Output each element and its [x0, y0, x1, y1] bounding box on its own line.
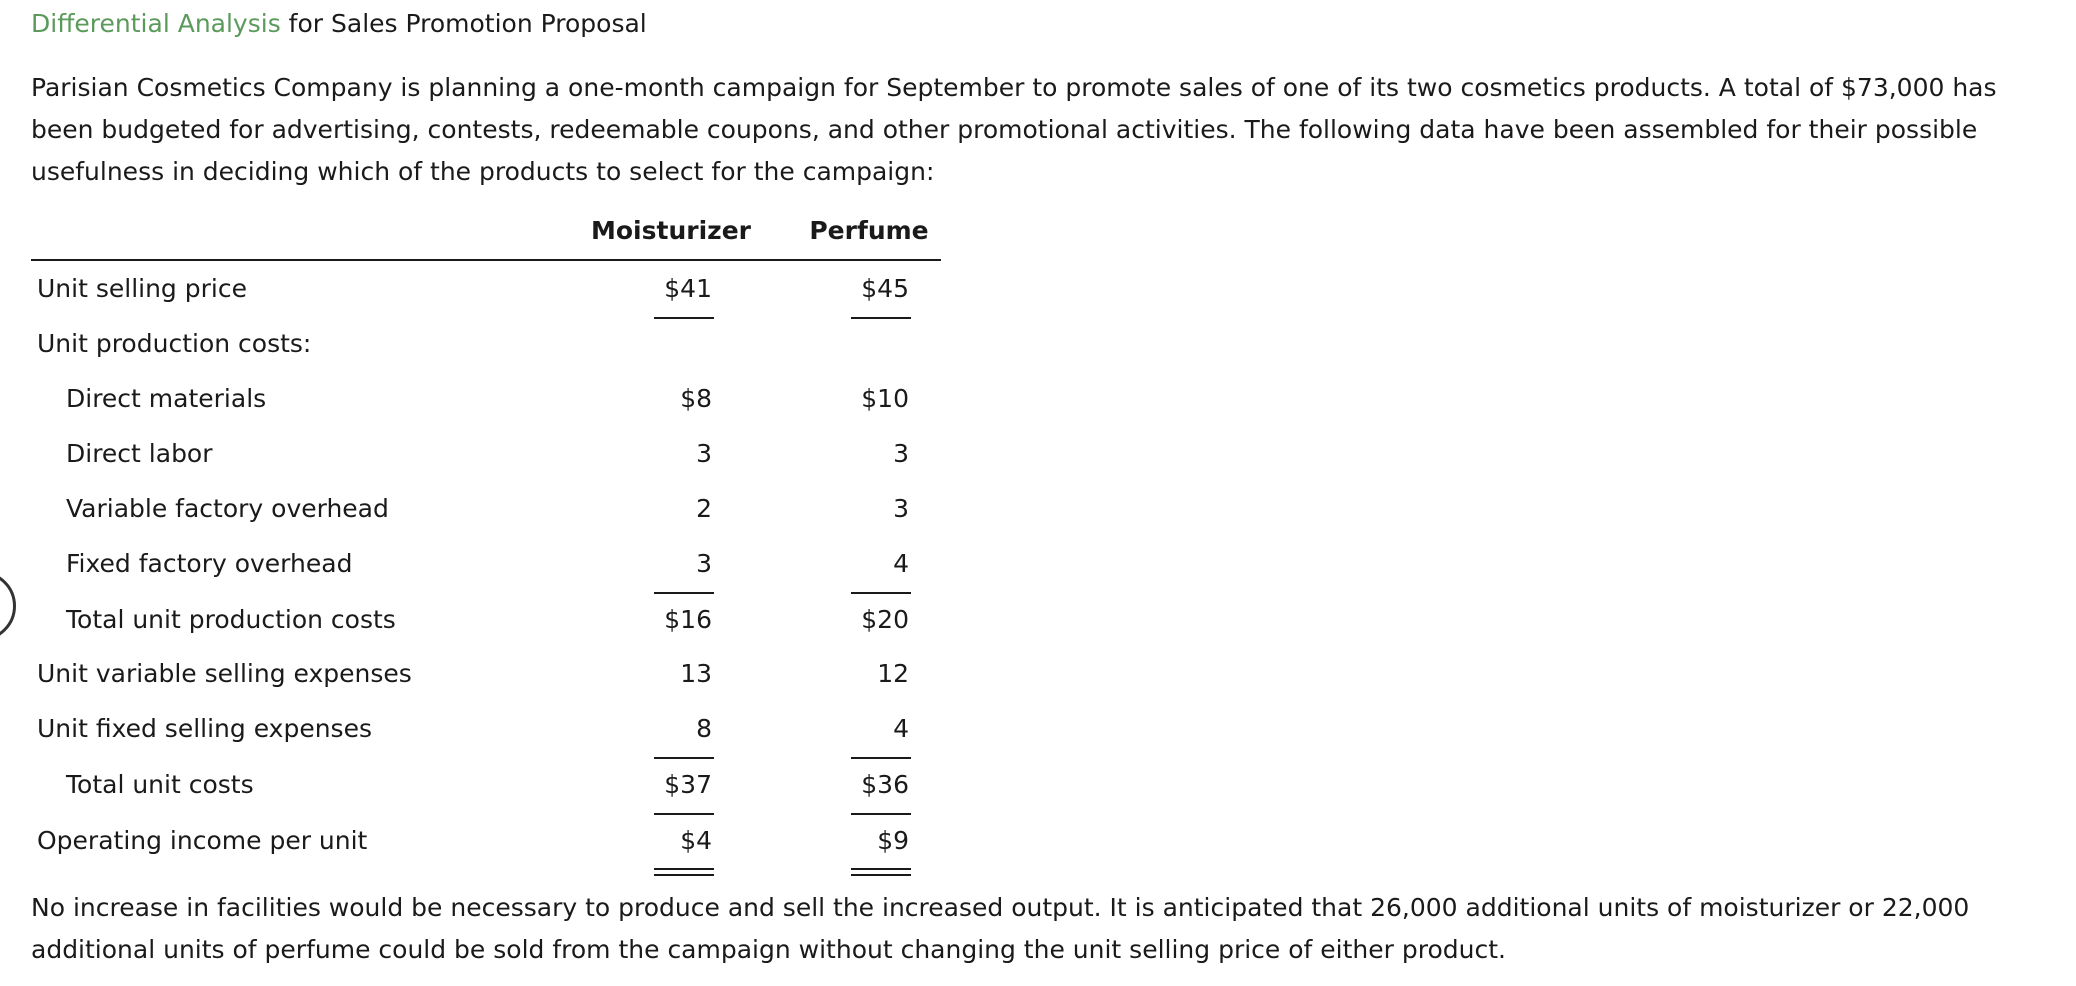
moisturizer-value: 2: [696, 494, 712, 523]
perfume-value: 3: [893, 439, 909, 468]
moisturizer-value: 3: [656, 543, 712, 585]
moisturizer-value: 13: [680, 659, 712, 688]
table-row: [31, 653, 941, 695]
row-label: Operating income per unit: [37, 826, 368, 855]
intro-paragraph: Parisian Cosmetics Company is planning a one-month campaign for September to promote sales of one of its two cosmetics products. A total of $73,000 has been budgeted for advertising, contests, redeemable coupons, and other promotional activities. The following data have been assembled for their possible usefulness in deciding which of the products to select for the campaign:: [31, 73, 1997, 186]
table-row: [31, 378, 941, 420]
perfume-value: $10: [861, 384, 909, 413]
table-row: [31, 599, 941, 641]
row-label: Unit fixed selling expenses: [37, 714, 372, 743]
perfume-value: $36: [853, 764, 909, 806]
table-row: [31, 488, 941, 530]
perfume-value: $9: [853, 820, 909, 862]
perfume-value: 4: [853, 708, 909, 750]
row-label: Total unit production costs: [66, 605, 396, 634]
perfume-value: 4: [853, 543, 909, 585]
topic-link[interactable]: Differential Analysis: [31, 9, 281, 38]
moisturizer-value: $16: [664, 605, 712, 634]
column-header-perfume: Perfume: [809, 216, 929, 245]
perfume-value: 12: [877, 659, 909, 688]
row-label: Direct labor: [66, 439, 213, 468]
header-rule: [31, 259, 941, 261]
row-label: Unit selling price: [37, 274, 247, 303]
moisturizer-value: $37: [656, 764, 712, 806]
perfume-value: $20: [861, 605, 909, 634]
row-label: Fixed factory overhead: [66, 549, 353, 578]
table-row: [31, 543, 941, 585]
heading-title: for Sales Promotion Proposal: [280, 9, 647, 38]
table-row: [31, 708, 941, 750]
perfume-value: $45: [853, 268, 909, 310]
perfume-value: 3: [893, 494, 909, 523]
closing-paragraph: No increase in facilities would be necessary to produce and sell the increased output. It is anticipated that 26,000 additional units of moisturizer or 22,000 additional units of perfume could be sold from the campaign without changing the unit selling price of either product.: [31, 893, 1970, 964]
moisturizer-value: $41: [656, 268, 712, 310]
row-label: Unit production costs:: [37, 329, 312, 358]
table-row: [31, 820, 941, 862]
table-row: [31, 433, 941, 475]
row-label: Variable factory overhead: [66, 494, 389, 523]
row-label: Total unit costs: [66, 770, 254, 799]
column-header-moisturizer: Moisturizer: [591, 216, 751, 245]
table-row: [31, 764, 941, 806]
row-label: Unit variable selling expenses: [37, 659, 412, 688]
table-row: [31, 268, 941, 310]
moisturizer-value: $8: [680, 384, 712, 413]
row-label: Direct materials: [66, 384, 267, 413]
problem-heading: [31, 6, 647, 42]
moisturizer-value: 8: [656, 708, 712, 750]
moisturizer-value: 3: [696, 439, 712, 468]
side-circle-icon[interactable]: [0, 571, 16, 641]
table-row: [31, 323, 941, 365]
moisturizer-value: $4: [656, 820, 712, 862]
